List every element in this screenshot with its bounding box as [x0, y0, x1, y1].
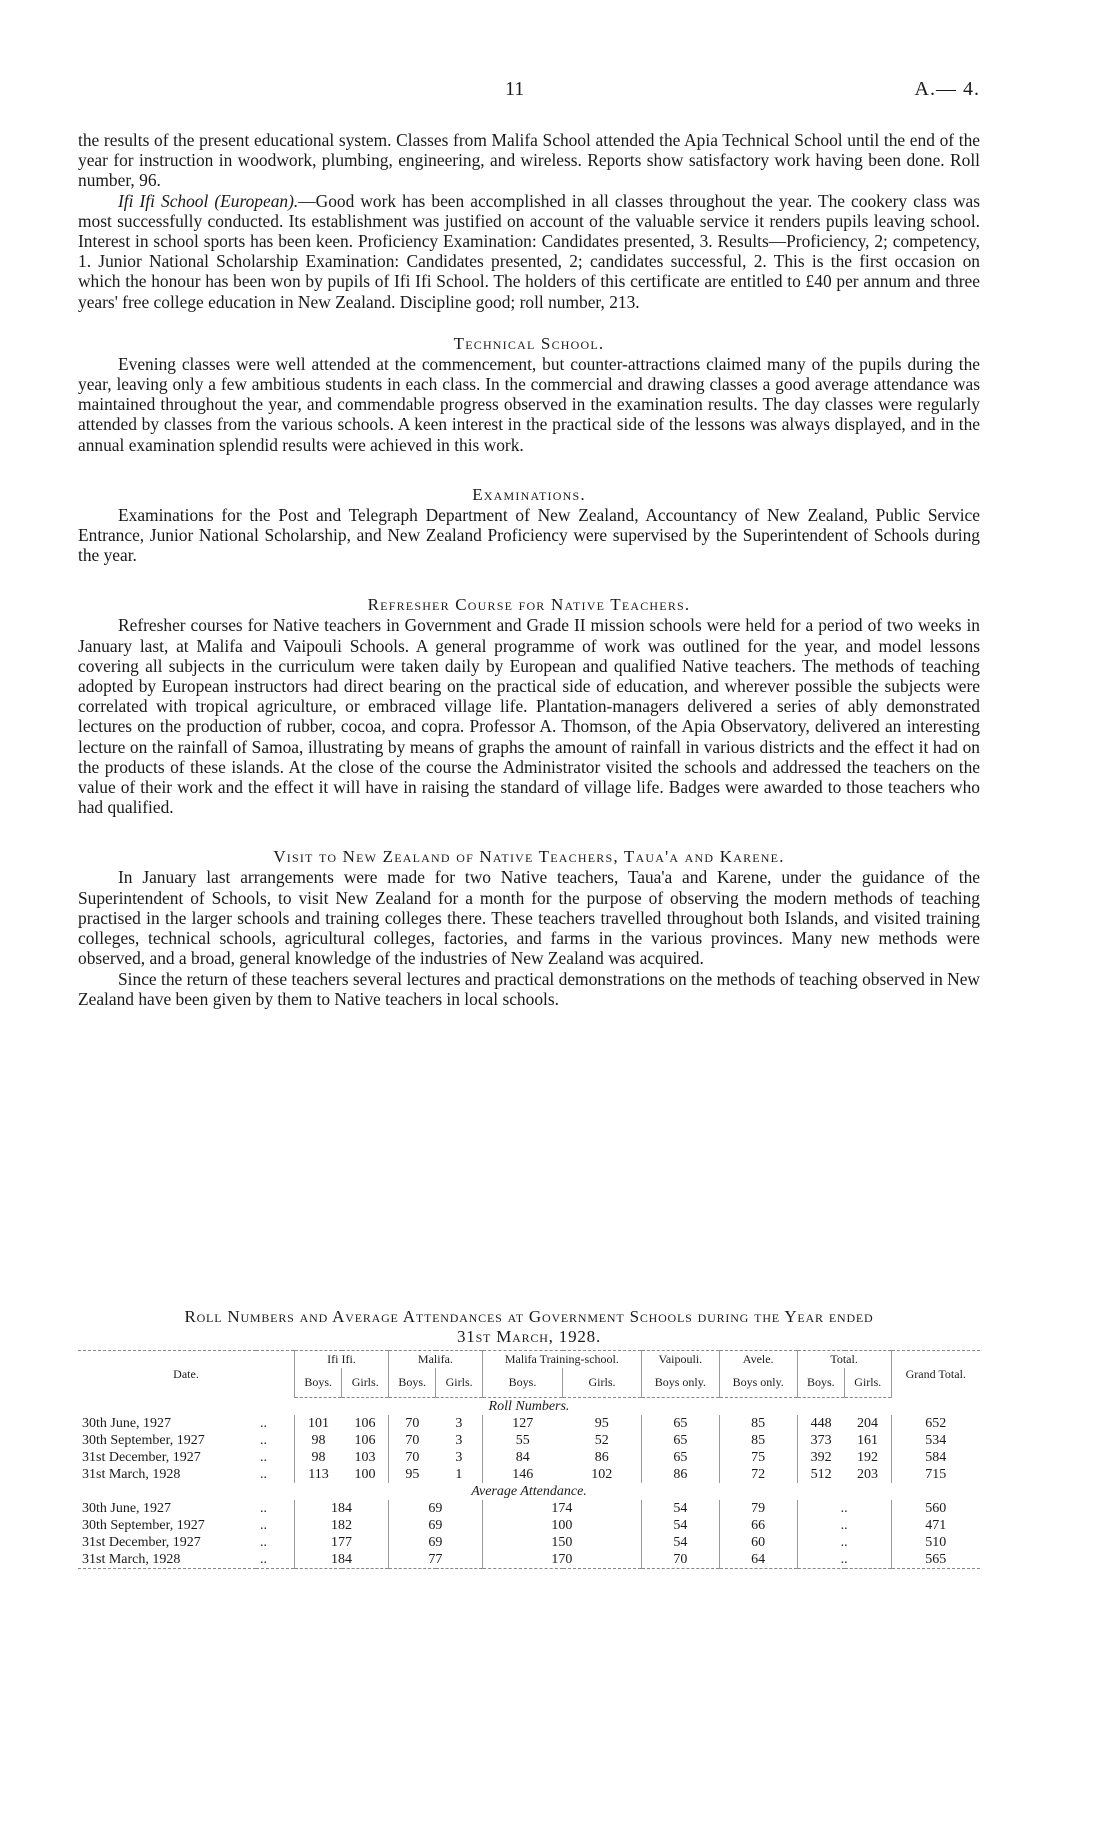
cell-value: 192 — [857, 1450, 879, 1465]
table-row — [78, 1432, 980, 1449]
cell-value: 113 — [295, 1466, 342, 1483]
cell-value: 66 — [719, 1517, 797, 1534]
cell-value: 184 — [295, 1500, 389, 1517]
row-date: 31st December, 1927 — [82, 1535, 201, 1550]
cell-value: 161 — [857, 1433, 879, 1448]
paragraph-examinations: Examinations for the Post and Telegraph Department of New Zealand, Accountancy of New Zealand, Public Service Entrance, Junior National Scholarship, and New Zealand Proficiency were supervised by the Superintendent of Schools during the year. — [78, 504, 980, 566]
paragraph-visit-new-zealand: In January last arrangements were made for two Native teachers, Taua'a and Karene, under the guidance of the Superintendent of Schools, to visit New Zealand for a month for the purpose of observing the modern methods of teaching practised in the larger schools and training colleges there. These teachers travelled throughout both Islands, and visited training colleges, technical schools, agricultural colleges, factories, and farms in the various provinces. Many new methods were observed, and a broad, general knowledge of the industries of New Zealand was acquired. — [78, 867, 980, 969]
section-roll-numbers: Roll Numbers. — [488, 1399, 570, 1414]
table-title-line-2: 31st March, 1928. — [456, 1327, 602, 1346]
body-text — [78, 130, 980, 1009]
column-header-malifa: Malifa. — [388, 1351, 482, 1369]
cell-value: 100 — [354, 1467, 376, 1482]
heading-technical-school: Technical School. — [453, 333, 605, 353]
cell-value: 65 — [641, 1415, 719, 1432]
leader-dots: .. — [260, 1450, 267, 1465]
column-header-date: Date. — [78, 1351, 295, 1398]
table-title — [78, 1307, 980, 1347]
subheader-boys-only: Boys only. — [719, 1368, 797, 1398]
paragraph-since-return: Since the return of these teachers several lectures and practical demonstrations on the methods of teaching observed in New Zealand have been given by them to Native teachers in local schools. — [78, 968, 980, 1009]
cell-value: 146 — [482, 1466, 562, 1483]
cell-value: 3 — [455, 1416, 463, 1431]
cell-value: 54 — [641, 1534, 719, 1551]
table-row — [78, 1466, 980, 1483]
column-header-malifa-training: Malifa Training-school. — [482, 1351, 641, 1369]
row-date: 30th September, 1927 — [82, 1433, 205, 1448]
cell-value: 85 — [719, 1415, 797, 1432]
leader-dots: .. — [260, 1433, 267, 1448]
cell-value: 184 — [295, 1551, 389, 1569]
cell-value: 77 — [388, 1551, 482, 1569]
cell-value: 60 — [719, 1534, 797, 1551]
table-row — [78, 1534, 980, 1551]
cell-value: 69 — [388, 1534, 482, 1551]
column-header-vaipouli: Vaipouli. — [641, 1351, 719, 1369]
cell-value: 65 — [641, 1432, 719, 1449]
cell-value: 560 — [891, 1500, 980, 1517]
heading-visit-new-zealand: Visit to New Zealand of Native Teachers, Taua'a and Karene. — [273, 847, 785, 867]
cell-value: 177 — [295, 1534, 389, 1551]
cell-value: 64 — [719, 1551, 797, 1569]
cell-value: 127 — [482, 1415, 562, 1432]
cell-value: 86 — [594, 1450, 609, 1465]
cell-value: 98 — [295, 1449, 342, 1466]
row-date: 30th June, 1927 — [82, 1501, 172, 1516]
cell-value: 84 — [482, 1449, 562, 1466]
cell-value: 85 — [719, 1432, 797, 1449]
cell-value: 182 — [295, 1517, 389, 1534]
row-date: 31st December, 1927 — [82, 1450, 201, 1465]
cell-value: 584 — [891, 1449, 980, 1466]
cell-value: 1 — [455, 1467, 463, 1482]
cell-value: 510 — [891, 1534, 980, 1551]
cell-value: 95 — [388, 1466, 435, 1483]
cell-value: 170 — [482, 1551, 641, 1569]
cell-value: 101 — [295, 1415, 342, 1432]
subheader-girls: Girls. — [563, 1368, 642, 1398]
cell-value: 715 — [891, 1466, 980, 1483]
document-reference: A.— 4. — [914, 78, 980, 100]
cell-value: 75 — [719, 1449, 797, 1466]
cell-value: 70 — [641, 1551, 719, 1569]
cell-value: 69 — [388, 1517, 482, 1534]
cell-value: 70 — [388, 1449, 435, 1466]
cell-value: 106 — [354, 1416, 376, 1431]
cell-value: .. — [797, 1534, 891, 1551]
paragraph-ifi-ifi — [78, 191, 980, 312]
cell-value: 103 — [354, 1450, 376, 1465]
cell-value: 102 — [591, 1467, 613, 1482]
column-header-grand-total: Grand Total. — [891, 1351, 980, 1398]
subheader-girls: Girls. — [436, 1368, 483, 1398]
cell-value: 106 — [354, 1433, 376, 1448]
table-row — [78, 1500, 980, 1517]
subheader-girls: Girls. — [342, 1368, 389, 1398]
leader-dots: .. — [260, 1467, 267, 1482]
cell-value: 174 — [482, 1500, 641, 1517]
cell-value: 98 — [295, 1432, 342, 1449]
cell-value: 72 — [719, 1466, 797, 1483]
cell-value: 70 — [388, 1415, 435, 1432]
page-number: 11 — [505, 78, 525, 100]
paragraph-technical-school: Evening classes were well attended at the commencement, but counter-attractions claimed many of the pupils during the year, leaving only a few ambitious students in each class. In the commercial and drawing classes a good average attendance was maintained throughout the year, and commendable progress observed in the examination results. The day classes were regularly attended by classes from the various schools. A keen interest in the practical side of the lessons was always displayed, and in the annual examination splendid results were achieved in this work. — [78, 353, 980, 455]
leader-dots: .. — [260, 1518, 267, 1533]
cell-value: 204 — [857, 1416, 879, 1431]
cell-value: 512 — [797, 1466, 844, 1483]
cell-value: 3 — [455, 1433, 463, 1448]
cell-value: 54 — [641, 1500, 719, 1517]
cell-value: 69 — [388, 1500, 482, 1517]
cell-value: 652 — [891, 1415, 980, 1432]
cell-value: .. — [797, 1517, 891, 1534]
cell-value: 534 — [891, 1432, 980, 1449]
table-row — [78, 1551, 980, 1569]
paragraph-malifa-continued: the results of the present educational system. Classes from Malifa School attended the Apia Technical School until the end of the year for instruction in woodwork, plumbing, engineering, and wireless. Reports show satisfactory work having been done. Roll number, 96. — [78, 130, 980, 191]
paragraph-refresher-course: Refresher courses for Native teachers in Government and Grade II mission schools were held for a period of two weeks in January last, at Malifa and Vaipouli Schools. A general programme of work was outlined for the year, and model lessons covering all subjects in the curriculum were taken daily by European and qualified Native teachers. The methods of teaching adopted by European instructors had direct bearing on the practical side of education, and wherever possible the subjects were correlated with tropical agriculture, or embraced village life. Plantation-managers delivered a series of ably demonstrated lectures on the production of rubber, cocoa, and copra. Professor A. Thomson, of the Apia Observatory, delivered an interesting lecture on the rainfall of Samoa, illustrating by means of graphs the amount of rainfall in various districts and the effect it had on the products of these islands. At the close of the course the Administrator visited the schools and addressed the teachers on the value of their work and the effect it will have in raising the standard of village life. Badges were awarded to those teachers who had qualified. — [78, 615, 980, 818]
cell-value: 55 — [482, 1432, 562, 1449]
subheader-boys: Boys. — [797, 1368, 844, 1398]
page-header — [0, 78, 1114, 102]
cell-value: 203 — [857, 1467, 879, 1482]
cell-value: 3 — [455, 1450, 463, 1465]
subheader-boys: Boys. — [388, 1368, 435, 1398]
cell-value: 54 — [641, 1517, 719, 1534]
cell-value: 100 — [482, 1517, 641, 1534]
table-row — [78, 1517, 980, 1534]
column-header-ifi-ifi: Ifi Ifi. — [295, 1351, 389, 1369]
cell-value: 392 — [797, 1449, 844, 1466]
row-date: 31st March, 1928 — [78, 1551, 256, 1569]
heading-refresher-course: Refresher Course for Native Teachers. — [367, 595, 691, 615]
row-date: 31st March, 1928 — [82, 1467, 181, 1482]
subheader-boys-only: Boys only. — [641, 1368, 719, 1398]
column-header-total: Total. — [797, 1351, 891, 1369]
column-header-avele: Avele. — [719, 1351, 797, 1369]
table-title-line-1: Roll Numbers and Average Attendances at Government Schools during the Year ended — [184, 1307, 874, 1326]
cell-value: 448 — [797, 1415, 844, 1432]
leader-dots: .. — [260, 1416, 267, 1431]
cell-value: 52 — [594, 1433, 609, 1448]
cell-value: 65 — [641, 1449, 719, 1466]
subheader-girls: Girls. — [845, 1368, 892, 1398]
cell-value: 86 — [641, 1466, 719, 1483]
leader-dots: .. — [256, 1551, 295, 1569]
table-row — [78, 1449, 980, 1466]
subheader-boys: Boys. — [482, 1368, 562, 1398]
cell-value: 95 — [594, 1416, 609, 1431]
cell-value: 70 — [388, 1432, 435, 1449]
row-date: 30th September, 1927 — [82, 1518, 205, 1533]
cell-value: 565 — [891, 1551, 980, 1569]
leader-dots: .. — [260, 1535, 267, 1550]
row-date: 30th June, 1927 — [82, 1416, 172, 1431]
ifi-ifi-lead: Ifi Ifi School (European). — [118, 190, 299, 211]
heading-examinations: Examinations. — [472, 484, 586, 504]
ifi-ifi-body: —Good work has been accomplished in all classes throughout the year. The cookery class was most successfully conducted. Its establishment was justified on account of the valuable service it renders pupils leaving school. Interest in school sports has been keen. Proficiency Examination: Candidates presented, 3. Results—Proficiency, 2; competency, 1. Junior National Scholarship Examination: Candidates presented, 2; candidates successful, 2. This is the first occasion on which the honour has been won by pupils of Ifi Ifi School. The holders of this certificate are entitled to £40 per annum and three years' free college education in New Zealand. Discipline good; roll number, 213. — [78, 190, 981, 312]
leader-dots: .. — [260, 1501, 267, 1516]
table-row — [78, 1415, 980, 1432]
cell-value: 471 — [891, 1517, 980, 1534]
section-average-attendance: Average Attendance. — [471, 1484, 587, 1499]
cell-value: 150 — [482, 1534, 641, 1551]
cell-value: .. — [797, 1551, 891, 1569]
subheader-boys: Boys. — [295, 1368, 342, 1398]
cell-value: .. — [797, 1500, 891, 1517]
cell-value: 79 — [719, 1500, 797, 1517]
cell-value: 373 — [797, 1432, 844, 1449]
roll-attendance-table — [78, 1350, 980, 1569]
